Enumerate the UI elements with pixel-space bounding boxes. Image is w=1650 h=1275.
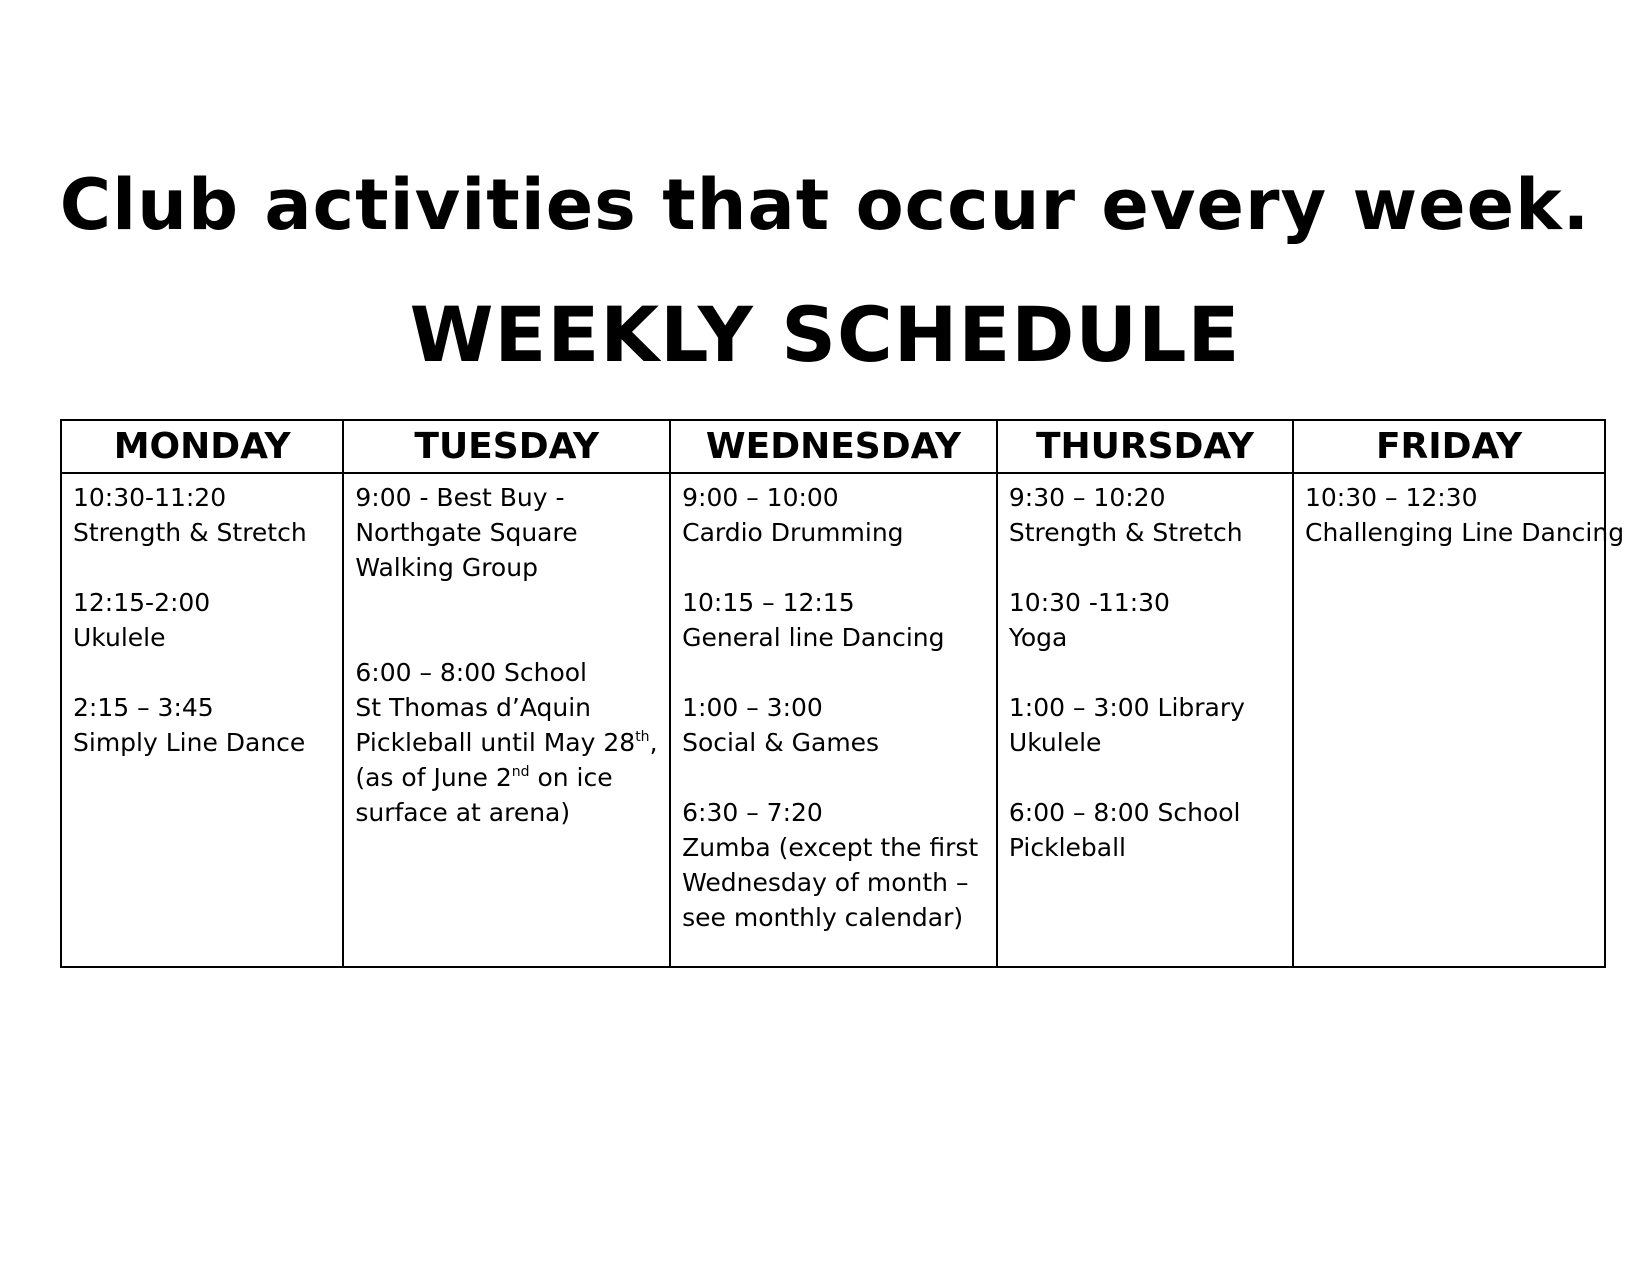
day-header-thursday: THURSDAY: [997, 420, 1293, 473]
schedule-line: [355, 760, 659, 795]
schedule-line: Cardio Drumming: [682, 518, 904, 547]
schedule-line: Northgate Square: [355, 518, 578, 547]
page-title: Club activities that occur every week.: [59, 164, 1591, 246]
monday-cell: [61, 473, 343, 967]
line-gap: [1009, 550, 1282, 585]
pickleball-tail: ,: [649, 728, 658, 757]
june-tail: on ice: [529, 763, 613, 792]
schedule-line: surface at arena): [355, 798, 571, 827]
schedule-line: 10:30 – 12:30: [1305, 483, 1478, 512]
thursday-cell: [997, 473, 1293, 967]
line-gap: [355, 620, 659, 655]
schedule-line: 10:15 – 12:15: [682, 588, 855, 617]
schedule-line: Walking Group: [355, 553, 538, 582]
day-header-tuesday: TUESDAY: [343, 420, 670, 473]
day-header-monday: MONDAY: [61, 420, 343, 473]
line-gap: [682, 655, 986, 690]
line-gap: [73, 655, 332, 690]
schedule-line: General line Dancing: [682, 623, 945, 652]
schedule-title: WEEKLY SCHEDULE: [409, 290, 1241, 379]
schedule-line: 9:30 – 10:20: [1008, 483, 1166, 512]
ordinal-suffix: th: [635, 729, 650, 745]
line-gap: [1009, 655, 1282, 690]
schedule-line: [355, 725, 659, 760]
schedule-line: 6:00 – 8:00 School: [1008, 798, 1241, 827]
schedule-line: Social & Games: [682, 728, 880, 757]
schedule-line: 1:00 – 3:00 Library: [1008, 693, 1245, 722]
schedule-line: Pickleball: [1008, 833, 1126, 862]
schedule-line: 9:00 – 10:00: [682, 483, 839, 512]
weekly-schedule-table: [60, 419, 1625, 968]
day-header-friday: FRIDAY: [1293, 420, 1605, 473]
schedule-line: Challenging Line Dancing: [1305, 518, 1625, 547]
schedule-line: Yoga: [1008, 623, 1068, 652]
wednesday-cell: [670, 473, 997, 967]
schedule-line: 1:00 – 3:00: [682, 693, 823, 722]
schedule-line: 6:30 – 7:20: [682, 798, 823, 827]
june-text: (as of June 2: [355, 763, 512, 792]
line-gap: [1009, 760, 1282, 795]
schedule-line: Ukulele: [73, 623, 166, 652]
schedule-line: 10:30 -11:30: [1008, 588, 1170, 617]
schedule-line: 6:00 – 8:00 School: [355, 658, 587, 687]
line-gap: [73, 550, 332, 585]
schedule-line: Wednesday of month –: [682, 868, 969, 897]
schedule-line: 2:15 – 3:45: [73, 693, 214, 722]
line-gap: [682, 550, 986, 585]
schedule-line: Strength & Stretch: [73, 518, 307, 547]
schedule-line: 10:30-11:20: [73, 483, 227, 512]
schedule-line: see monthly calendar): [682, 903, 964, 932]
schedule-line: St Thomas d’Aquin: [355, 693, 592, 722]
line-gap: [682, 760, 986, 795]
schedule-line: 12:15-2:00: [73, 588, 211, 617]
friday-cell: [1293, 473, 1625, 967]
pickleball-text: Pickleball until May 28: [355, 728, 636, 757]
day-header-wednesday: WEDNESDAY: [670, 420, 997, 473]
schedule-line: Zumba (except the first: [682, 833, 979, 862]
schedule-line: Simply Line Dance: [73, 728, 306, 757]
schedule-line: Strength & Stretch: [1008, 518, 1243, 547]
tuesday-cell: [343, 473, 670, 967]
schedule-line: 9:00 - Best Buy -: [355, 483, 565, 512]
line-gap: [355, 585, 659, 620]
schedule-line: Ukulele: [1008, 728, 1102, 757]
activities-row: [61, 473, 1605, 967]
ordinal-suffix: nd: [511, 764, 530, 780]
header-row: [61, 420, 1605, 473]
